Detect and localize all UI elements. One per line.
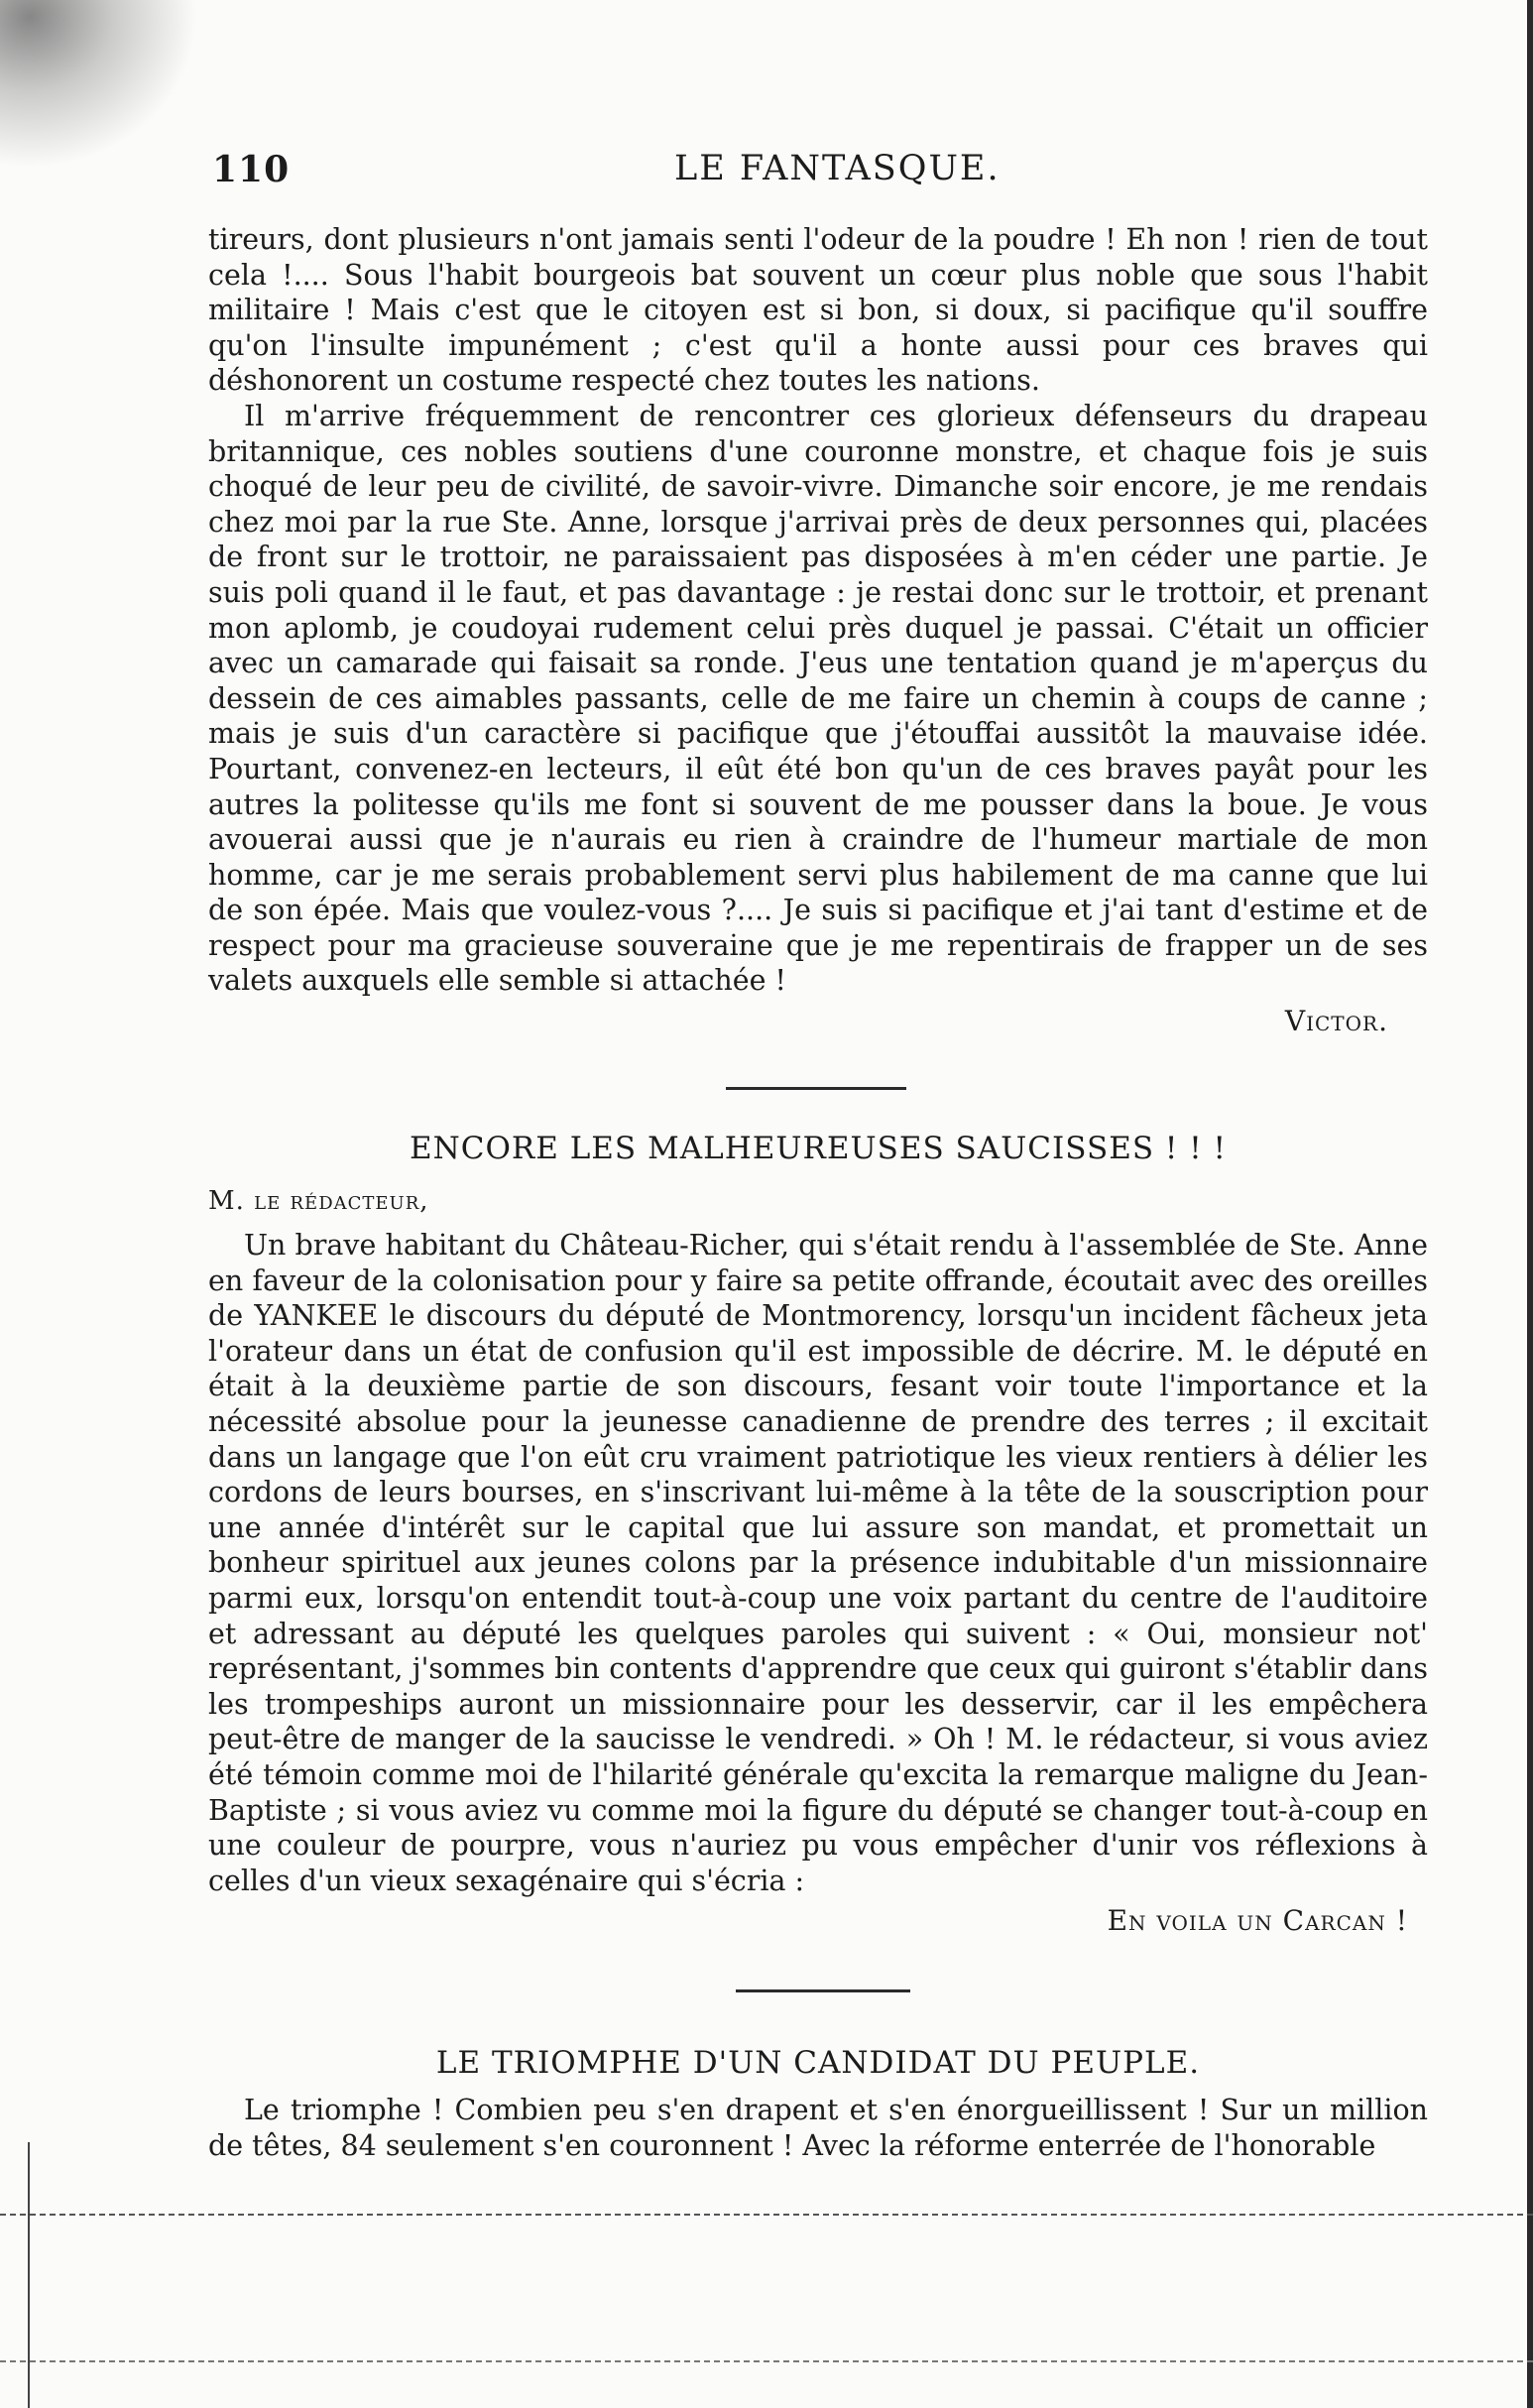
article-2-title: ENCORE LES MALHEUREUSES SAUCISSES ! ! !	[409, 1131, 1228, 1166]
scan-edge-bottom-2	[0, 2360, 1533, 2362]
article-3-title: LE TRIOMPHE D'UN CANDIDAT DU PEUPLE.	[435, 2045, 1201, 2081]
section-divider	[726, 1087, 906, 1090]
scan-noise-corner	[0, 0, 198, 169]
article-3-paragraph: Le triomphe ! Combien peu s'en drapent et s'en énorgueillissent ! Sur un million de têtes, 84 seulement s'en couronnent ! Avec la réforme enterrée de l'honorable	[208, 2094, 1428, 2162]
article-1-signature: Victor.	[1284, 1005, 1388, 1037]
article-3-body	[208, 2093, 1428, 2163]
article-2-body	[208, 1228, 1428, 1898]
article-2-salutation: M. le rédacteur,	[208, 1186, 429, 1216]
scan-edge-left	[28, 2142, 30, 2408]
running-title: LE FANTASQUE.	[674, 149, 1001, 188]
section-divider	[736, 1989, 910, 1992]
article-1-body	[208, 222, 1428, 999]
scan-edge-right	[1527, 0, 1533, 2408]
article-2-paragraph: Un brave habitant du Château-Richer, qui s'était rendu à l'assemblée de Ste. Anne en faveur de la colonisation pour y faire sa petite offrande, écoutait avec des oreilles de YANKEE le discours du député de Montmorency, lorsqu'un incident fâcheux jeta l'orateur dans un état de confusion qu'il est impossible de décrire. M. le député en était à la deuxième partie de son discours, fesant voir toute l'importance et la nécessité absolue pour la jeunesse canadienne de prendre des terres ; il excitait dans un langage que l'on eût cru vraiment patriotique les vieux rentiers à délier les cordons de leurs bourses, en s'inscrivant lui-même à la tête de la souscription pour une année d'intérêt sur le capital que lui assure son mandat, et promettait un bonheur spirituel aux jeunes colons par la présence indubitable d'un missionnaire parmi eux, lorsqu'on entendit tout-à-coup une voix partant du centre de l'auditoire et adressant au député les quelques paroles qui suivent : « Oui, monsieur not' représentant, j'sommes bin contents d'apprendre que ceux qui guiront s'établir dans les trompeships auront un missionnaire pour les desservir, car il les empêchera peut-être de manger de la saucisse le vendredi. » Oh ! M. le rédacteur, si vous aviez été témoin comme moi de l'hilarité générale qu'excita la remarque maligne du Jean-Baptiste ; si vous aviez vu comme moi la figure du député se changer tout-à-coup en une couleur de pourpre, vous n'auriez pu vous empêcher d'unir vos réflexions à celles d'un vieux sexagénaire qui s'écria :	[208, 1229, 1428, 1897]
scan-edge-bottom	[0, 2214, 1533, 2216]
page-number: 110	[212, 149, 291, 190]
article-1-paragraph: Il m'arrive fréquemment de rencontrer ces glorieux défenseurs du drapeau britannique, ces nobles soutiens d'une couronne monstre, et chaque fois je suis choqué de leur peu de civilité, de savoir-vivre. Dimanche soir encore, je me rendais chez moi par la rue Ste. Anne, lorsque j'arrivai près de deux personnes qui, placées de front sur le trottoir, ne paraissaient pas disposées à m'en céder une partie. Je suis poli quand il le faut, et pas davantage : je restai donc sur le trottoir, et prenant mon aplomb, je coudoyai rudement celui près duquel je passai. C'était un officier avec un camarade qui faisait sa ronde. J'eus une tentation quand je m'aperçus du dessein de ces aimables passants, celle de me faire un chemin à coups de canne ; mais je suis d'un caractère si pacifique que j'étouffai aussitôt la mauvaise idée. Pourtant, convenez-en lecteurs, il eût été bon qu'un de ces braves payât pour les autres la politesse qu'ils me font si souvent de me pousser dans la boue. Je vous avouerai aussi que je n'aurais eu rien à craindre de l'humeur martiale de mon homme, car je me serais probablement servi plus habilement de ma canne que lui de son épée. Mais que voulez-vous ?.... Je suis si pacifique et j'ai tant d'estime et de respect pour ma gracieuse souveraine que je me repentirais de frapper un de ses valets auxquels elle semble si attachée !	[208, 399, 1428, 998]
article-2-signature: En voila un Carcan !	[1107, 1904, 1408, 1937]
page-header	[212, 149, 1353, 198]
article-1-paragraph: tireurs, dont plusieurs n'ont jamais senti l'odeur de la poudre ! Eh non ! rien de tout cela !.... Sous l'habit bourgeois bat souvent un cœur plus noble que sous l'habit militaire ! Mais c'est que le citoyen est si bon, si doux, si pacifique qu'il souffre qu'on l'insulte impunément ; c'est qu'il a honte aussi pour ces braves qui déshonorent un costume respecté chez toutes les nations.	[208, 223, 1428, 398]
